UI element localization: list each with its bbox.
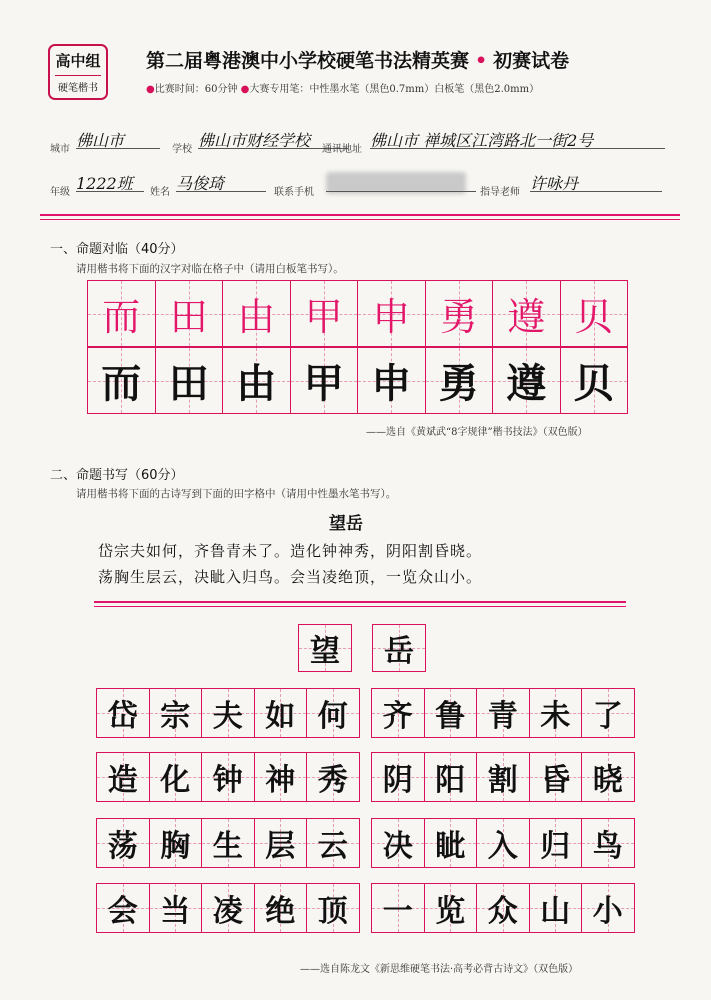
poem-char-cell[interactable] — [149, 883, 203, 933]
teacher-field[interactable]: 许咏丹 — [530, 171, 662, 192]
grid-char: 众 — [487, 894, 518, 929]
poem-char-cell[interactable] — [201, 818, 255, 868]
grid-char: 田 — [168, 360, 209, 407]
grid-char: 层 — [265, 829, 296, 864]
poem-char-cell[interactable] — [306, 818, 360, 868]
poem-title: 望岳 — [329, 514, 363, 534]
grade-label: 年级 — [50, 187, 70, 198]
grid-char: 秀 — [317, 763, 348, 798]
grid-char: 云 — [317, 829, 348, 864]
city-field[interactable]: 佛山市 — [76, 128, 160, 149]
poem-char-cell[interactable] — [529, 688, 583, 738]
teacher-label: 指导老师 — [480, 187, 520, 198]
poem-char-cell[interactable] — [306, 688, 360, 738]
badge-group-label: 高中组 — [55, 52, 101, 70]
poem-line-1: 岱宗夫如何，齐鲁青未了。造化钟神秀，阴阳割昏晓。 — [98, 542, 483, 560]
poem-char-cell[interactable] — [476, 688, 530, 738]
poem-char-cell[interactable] — [581, 688, 635, 738]
grid-char: 岱 — [107, 699, 138, 734]
poem-char-cell[interactable] — [581, 818, 635, 868]
grid-char: 绝 — [265, 894, 296, 929]
poem-char-cell[interactable] — [424, 752, 478, 802]
grid-char: 遵 — [506, 360, 547, 407]
poem-char-cell[interactable] — [96, 818, 150, 868]
poem-char-cell[interactable] — [149, 818, 203, 868]
grid-char: 阳 — [435, 763, 466, 798]
poem-char-cell[interactable] — [529, 818, 583, 868]
badge-category-label: 硬笔楷书 — [55, 75, 101, 94]
title-tail: 初赛试卷 — [493, 50, 570, 72]
school-label: 学校 — [172, 144, 192, 155]
exam-time: 比赛时间：60分钟 — [154, 84, 238, 95]
poem-title-cell[interactable] — [372, 624, 426, 672]
title-dot: • — [475, 50, 488, 72]
poem-char-cell[interactable] — [254, 752, 308, 802]
grid-char: 眦 — [435, 829, 466, 864]
grid-char: 甲 — [304, 295, 343, 339]
grid-char: 凌 — [212, 894, 243, 929]
grid-char: 由 — [236, 360, 277, 407]
section2-heading: 二、命题书写（60分） — [50, 468, 184, 483]
grid-char: 当 — [160, 894, 191, 929]
name-field[interactable]: 马俊琦 — [176, 171, 266, 192]
poem-char-cell[interactable] — [476, 818, 530, 868]
poem-char-cell[interactable] — [371, 883, 425, 933]
grid-char: 入 — [487, 829, 518, 864]
city-label: 城市 — [50, 144, 70, 155]
poem-char-cell[interactable] — [149, 752, 203, 802]
grid-char: 阴 — [382, 763, 413, 798]
poem-char-cell[interactable] — [201, 688, 255, 738]
grid-char: 生 — [212, 829, 243, 864]
grid-char: 了 — [592, 699, 623, 734]
grid-char: 览 — [435, 894, 466, 929]
grid-char: 晓 — [592, 763, 623, 798]
poem-char-cell[interactable] — [254, 688, 308, 738]
section1-instruction: 请用楷书将下面的汉字对临在格子中（请用白板笔书写）。 — [76, 263, 344, 275]
section2-source: ——选自陈龙文《新思维硬笔书法·高考必背古诗文》（双色版） — [300, 964, 579, 975]
grid-char: 如 — [265, 699, 296, 734]
poem-char-cell[interactable] — [424, 688, 478, 738]
grid-char: 会 — [107, 894, 138, 929]
phone-label: 联系手机 — [274, 187, 314, 198]
grid-char: 青 — [487, 699, 518, 734]
poem-char-cell[interactable] — [371, 818, 425, 868]
address-label: 通讯地址 — [322, 144, 362, 155]
grid-char: 而 — [102, 295, 141, 339]
grid-char: 决 — [382, 829, 413, 864]
bullet-icon: ● — [240, 84, 250, 95]
exam-pen: 大赛专用笔：中性墨水笔（黑色0.7mm）白板笔（黑色2.0mm） — [249, 84, 540, 95]
poem-char-cell[interactable] — [424, 883, 478, 933]
poem-char-cell[interactable] — [96, 752, 150, 802]
poem-char-cell[interactable] — [201, 883, 255, 933]
grid-char: 钟 — [212, 763, 243, 798]
poem-char-cell[interactable] — [529, 883, 583, 933]
grid-char: 由 — [237, 295, 276, 339]
grid-char: 贝 — [573, 360, 614, 407]
poem-char-cell[interactable] — [424, 818, 478, 868]
poem-title-cell[interactable] — [298, 624, 352, 672]
grid-char: 田 — [169, 295, 208, 339]
grid-char: 甲 — [303, 360, 344, 407]
grid-char: 而 — [101, 360, 142, 407]
grid-char: 顶 — [317, 894, 348, 929]
grid-char: 小 — [592, 894, 623, 929]
grid-char: 宗 — [160, 699, 191, 734]
grid-char: 神 — [265, 763, 296, 798]
section1-heading: 一、命题对临（40分） — [50, 242, 184, 257]
grid-char: 齐 — [382, 699, 413, 734]
section1-source: ——选自《黄斌武“8字规律”楷书技法》（双色版） — [366, 427, 588, 438]
school-field[interactable]: 佛山市财经学校 — [198, 128, 348, 149]
poem-char-cell[interactable] — [581, 883, 635, 933]
poem-char-cell[interactable] — [254, 883, 308, 933]
poem-char-cell[interactable] — [581, 752, 635, 802]
poem-char-cell[interactable] — [371, 752, 425, 802]
grid-char: 鲁 — [435, 699, 466, 734]
grid-char: 望 — [310, 634, 340, 669]
grid-char: 贝 — [574, 295, 613, 339]
bullet-icon: ● — [146, 84, 155, 95]
poem-char-cell[interactable] — [306, 752, 360, 802]
name-label: 姓名 — [150, 187, 170, 198]
grid-char: 山 — [540, 894, 571, 929]
poem-char-cell[interactable] — [149, 688, 203, 738]
poem-char-cell[interactable] — [371, 688, 425, 738]
title-main: 第二届粤港澳中小学校硬笔书法精英赛 — [146, 50, 470, 72]
address-field[interactable]: 佛山市 禅城区江湾路北一街2号 — [370, 128, 665, 149]
section2-instruction: 请用楷书将下面的古诗写到下面的田字格中（请用中性墨水笔书写）。 — [76, 488, 397, 500]
grid-char: 造 — [107, 763, 138, 798]
grid-char: 申 — [371, 360, 412, 407]
grid-char: 一 — [382, 894, 413, 929]
grid-char: 申 — [372, 295, 411, 339]
grid-char: 胸 — [160, 829, 191, 864]
grid-char: 鸟 — [592, 829, 623, 864]
poem-char-cell[interactable] — [96, 883, 150, 933]
poem-char-cell[interactable] — [529, 752, 583, 802]
grid-char: 未 — [540, 699, 571, 734]
grid-char: 勇 — [439, 295, 478, 339]
poem-char-cell[interactable] — [96, 688, 150, 738]
poem-line-2: 荡胸生层云，决眦入归鸟。会当凌绝顶，一览众山小。 — [98, 568, 483, 586]
poem-char-cell[interactable] — [201, 752, 255, 802]
poem-char-cell[interactable] — [306, 883, 360, 933]
grid-char: 夫 — [212, 699, 243, 734]
grid-char: 化 — [160, 763, 191, 798]
poem-char-cell[interactable] — [476, 883, 530, 933]
poem-char-cell[interactable] — [254, 818, 308, 868]
grid-char: 勇 — [438, 360, 479, 407]
grid-char: 何 — [317, 699, 348, 734]
grid-char: 遵 — [507, 295, 546, 339]
grade-field[interactable]: 1222班 — [76, 171, 144, 192]
grid-char: 昏 — [540, 763, 571, 798]
grid-char: 岳 — [384, 634, 414, 669]
grid-char: 归 — [540, 829, 571, 864]
grid-char: 割 — [487, 763, 518, 798]
poem-char-cell[interactable] — [476, 752, 530, 802]
grid-char: 荡 — [107, 829, 138, 864]
